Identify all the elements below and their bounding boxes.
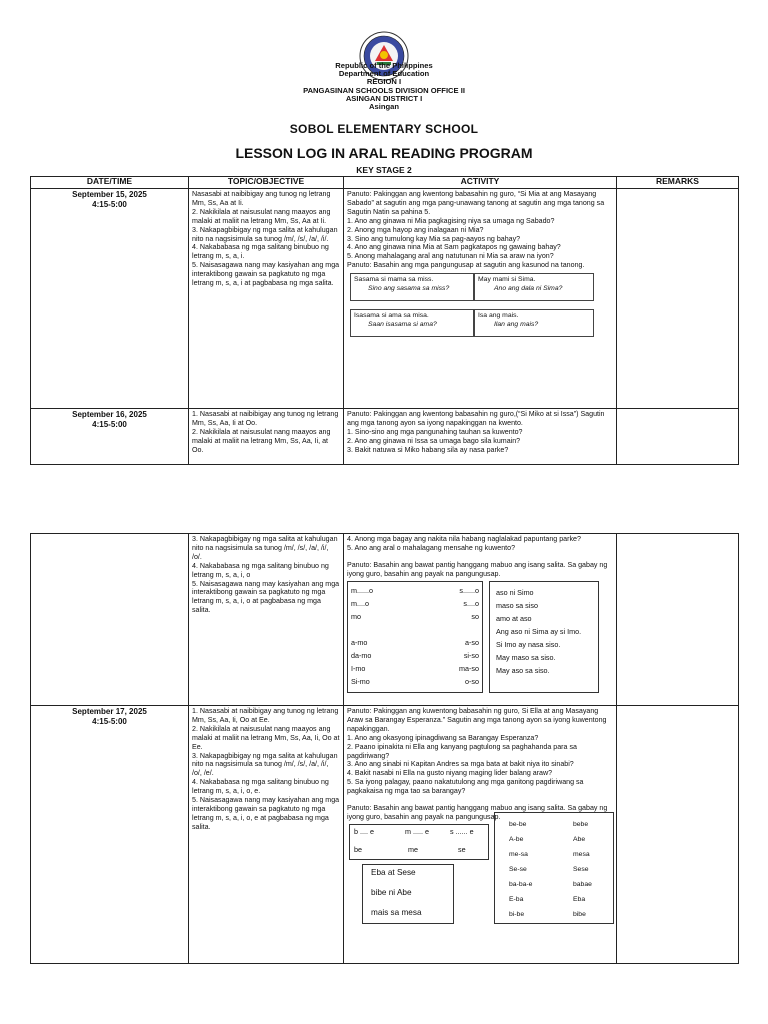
phrase: bibe ni Abe bbox=[371, 887, 412, 897]
syllable-row bbox=[351, 584, 479, 597]
syllable: o-so bbox=[465, 676, 479, 686]
org-line: Department of Education bbox=[338, 69, 430, 79]
blank-word: me bbox=[408, 844, 418, 854]
sentence: maso sa siso bbox=[496, 600, 538, 610]
phrase: mais sa mesa bbox=[371, 907, 422, 917]
phrase: Eba at Sese bbox=[371, 867, 416, 877]
syllable: Se-se bbox=[509, 865, 527, 873]
phrase-box bbox=[362, 864, 454, 924]
syllable-pair-box bbox=[494, 812, 614, 924]
date-cell bbox=[31, 534, 189, 706]
syllable: a-so bbox=[465, 637, 479, 647]
blank-word: se bbox=[458, 844, 466, 854]
objective-cell bbox=[189, 706, 344, 964]
box-question: Sino ang sasama sa miss? bbox=[368, 285, 450, 293]
date-text: September 17, 2025 bbox=[72, 707, 147, 716]
objective-item: 2. Nakikilala at naisusulat nang maayos ang malaki at maliit na letrang Mm, Ss, Aa, Ii, at Oo. bbox=[192, 427, 331, 454]
blank-syllable: b .... e bbox=[354, 826, 374, 836]
sentence: Si Imo ay nasa siso. bbox=[496, 639, 561, 649]
syllable: ba-ba-e bbox=[509, 880, 533, 888]
org-line: ASINGAN DISTRICT I bbox=[345, 93, 423, 103]
sentence-box bbox=[350, 273, 474, 301]
activity-cell bbox=[344, 706, 617, 964]
objective-item: 1. Nasasabi at naibibigay ang tunog ng letrang Mm, Ss, Aa, Ii, Oo at Ee. bbox=[192, 707, 339, 724]
organization-header bbox=[0, 62, 768, 111]
column-header: TOPIC/OBJECTIVE bbox=[189, 177, 344, 189]
syllable-row bbox=[351, 636, 479, 649]
syllable: me-sa bbox=[509, 850, 528, 858]
syllable: E-ba bbox=[509, 895, 524, 903]
table-header-row bbox=[31, 177, 739, 189]
activity-item: 5. Anong mahalagang aral ang natutunan ni Mia sa araw na iyon? bbox=[347, 252, 554, 261]
objective-item: 4. Nakababasa ng mga salitang binubuo ng letrang m, s, a, i. bbox=[192, 243, 329, 261]
syllable-row bbox=[351, 675, 479, 688]
remarks-cell bbox=[617, 534, 739, 706]
activity-item: 5. Sa iyong palagay, paano nakatutulong ang mga ganitong pagdiriwang sa pagkakaisa ng mga tao sa barangay? bbox=[347, 778, 584, 796]
org-line: PANGASINAN SCHOOLS DIVISION OFFICE II bbox=[303, 85, 465, 95]
syllable-exercise bbox=[347, 581, 613, 693]
objective-item: 5. Naisasagawa nang may kasiyahan ang mga interaktibong gawain sa pagkatuto ng mga letrang m, s, a, i, o, e at pagbabasa ng mga salita. bbox=[192, 796, 340, 831]
key-stage: KEY STAGE 2 bbox=[356, 165, 412, 175]
syllable-box bbox=[347, 581, 483, 693]
syllable: mo bbox=[351, 611, 361, 621]
syllable-row bbox=[351, 649, 479, 662]
syllable: be-be bbox=[509, 820, 527, 828]
objective-cell bbox=[189, 534, 344, 706]
column-header: ACTIVITY bbox=[344, 177, 617, 189]
remarks-cell bbox=[617, 189, 739, 409]
sentence-box bbox=[474, 273, 594, 301]
syllable: da-mo bbox=[351, 650, 372, 660]
activity-spacer bbox=[347, 553, 613, 561]
box-question: Ano ang dala ni Sima? bbox=[494, 285, 563, 293]
objective-item: 2. Nakikilala at naisusulat nang maayos ang malaki at maliit na letrang Mm, Ss, Aa, Ii, Oo at Ee. bbox=[192, 724, 340, 751]
org-line: REGION I bbox=[366, 77, 402, 87]
syllable: a-mo bbox=[351, 637, 368, 647]
box-sentence: Isasama si ama sa misa. bbox=[354, 312, 429, 320]
document-title: LESSON LOG IN ARAL READING PROGRAM bbox=[235, 145, 533, 161]
objective-item: Nasasabi at naibibigay ang tunog ng letrang Mm, Ss, Aa at Ii. bbox=[192, 190, 331, 207]
sentence: May maso sa siso. bbox=[496, 652, 556, 662]
activity-item: 4. Anong mga bagay ang nakita nila habang naglalakad papuntang parke? bbox=[347, 535, 581, 543]
activity-item: Panuto: Pakinggan ang kuwentong babasahin ng guro, Si Ella at ang Masayang Araw sa Barangay Esperanza.” Sagutin ang mga tanong ayon sa iyong kuwentong napakinggan. bbox=[347, 707, 607, 733]
time-text: 4:15-5:00 bbox=[92, 717, 127, 726]
sentence: aso ni Simo bbox=[496, 587, 534, 597]
activity-cell bbox=[344, 189, 617, 409]
objective-item: 5. Naisasagawa nang may kasiyahan ang mga interaktibong gawain sa pagkatuto ng mga letrang m, s, a, i, o at pagbabasa ng mga salita. bbox=[192, 579, 340, 615]
word-exercise bbox=[347, 822, 613, 920]
box-sentence: Isa ang mais. bbox=[478, 312, 519, 320]
objective-item: 5. Naisasagawa nang may kasiyahan ang mga interaktibong gawain sa pagkatuto ng mga letrang m, s, a, i at pagbabasa ng mga salita. bbox=[192, 261, 340, 288]
syllable-row bbox=[351, 597, 479, 610]
syllable: so bbox=[471, 611, 479, 621]
objective-item: 1. Nasasabi at naibibigay ang tunog ng letrang Mm, Ss, Aa, Ii at Oo. bbox=[192, 410, 339, 427]
blank-syllable: m ..... e bbox=[405, 826, 429, 836]
sentence-box bbox=[474, 309, 594, 337]
table-row bbox=[31, 706, 739, 964]
activity-item: Panuto: Basahin ang bawat pantig hanggang mabuo ang isang salita. Sa gabay ng iyong guro, basahin ang payak na pangungusap. bbox=[347, 804, 608, 821]
table-row bbox=[31, 534, 739, 706]
school-name: SOBOL ELEMENTARY SCHOOL bbox=[289, 122, 479, 136]
blank-word: be bbox=[354, 844, 362, 854]
sentence: Ang aso ni Sima ay si Imo. bbox=[496, 626, 582, 636]
time-text: 4:15-5:00 bbox=[92, 420, 127, 429]
table-row bbox=[31, 189, 739, 409]
syllable: bi-be bbox=[509, 910, 525, 918]
syllable: m....o bbox=[351, 598, 369, 608]
word: Sese bbox=[573, 865, 589, 873]
activity-item: Panuto: Pakinggan ang kwentong babasahin ng guro,(“Si Miko at si Issa”) Sagutin ang mga tanong ayon sa iyong napakinggan na kwento. bbox=[347, 410, 605, 427]
word: babae bbox=[573, 880, 592, 888]
activity-item: 3. Ano ang sinabi ni Kapitan Andres sa mga bata at bakit niya ito sinabi? bbox=[347, 760, 574, 769]
sentence-box bbox=[350, 309, 474, 337]
syllable: m......o bbox=[351, 585, 373, 595]
syllable: A-be bbox=[509, 835, 524, 843]
objective-item: 3. Nakapagbibigay ng mga salita at kahulugan nito na nagsisimula sa tunog /m/, /s/, /a/, /i/, /o/. bbox=[192, 535, 338, 561]
box-sentence: Sasama si mama sa miss. bbox=[354, 276, 434, 284]
syllable-row bbox=[351, 662, 479, 675]
objective-item: 2. Nakikilala at naisusulat nang maayos ang malaki at maliit na letrang Mm, Ss, Aa at Ii. bbox=[192, 207, 331, 225]
sentence: May aso sa siso. bbox=[496, 665, 550, 675]
remarks-cell bbox=[617, 409, 739, 465]
activity-cell bbox=[344, 534, 617, 706]
org-line: Republic of the Philippines bbox=[335, 61, 433, 70]
activity-item: 2. Anong mga hayop ang inalagaan ni Mia? bbox=[347, 225, 484, 234]
date-text: September 15, 2025 bbox=[72, 190, 147, 199]
sentence: amo at aso bbox=[496, 613, 532, 623]
activity-item: Panuto: Pakinggan ang kwentong babasahin ng guro, “Si Mia at ang Masayang Sabado” at sagutin ang mga pang-unawang tanong at sagutin ang mga tanong sa Sagutin Natin sa pahina 5. bbox=[347, 190, 605, 216]
table-row bbox=[31, 409, 739, 465]
objective-item: 4. Nakababasa ng mga salitang binubuo ng letrang m, s, a, i, o bbox=[192, 561, 329, 579]
word: Eba bbox=[573, 895, 586, 903]
objective-item: 3. Nakapagbibigay ng mga salita at kahulugan nito na nagsisimula sa tunog /m/, /s/, /a/, /i/, /o/, /e/. bbox=[192, 751, 338, 778]
word-column bbox=[573, 817, 592, 922]
syllable: si-so bbox=[463, 650, 479, 660]
lesson-log-table-part-1 bbox=[30, 176, 739, 465]
syllable: ma-so bbox=[459, 663, 479, 673]
syllable: s......o bbox=[459, 585, 479, 595]
syllable: s....o bbox=[463, 598, 479, 608]
activity-item: 2. Paano ipinakita ni Ella ang kanyang pagtulong sa paghahanda para sa pagdiriwang? bbox=[347, 742, 577, 760]
word: bibe bbox=[573, 910, 586, 918]
activity-item: 2. Ano ang ginawa ni Issa sa umaga bago sila kumain? bbox=[347, 436, 521, 445]
activity-item: 5. Ano ang aral o mahalagang mensahe ng kuwento? bbox=[347, 543, 516, 552]
activity-item: Panuto: Basahin ang mga pangungusap at sagutin ang kasunod na tanong. bbox=[347, 261, 585, 270]
activity-item: 1. Ano ang ginawa ni Mia pagkagising niya sa umaga ng Sabado? bbox=[347, 216, 555, 225]
objective-item: 4. Nakababasa ng mga salitang binubuo ng letrang m, s, a, i, o, e. bbox=[192, 778, 329, 796]
syllable-row bbox=[351, 610, 479, 623]
activity-spacer bbox=[347, 796, 613, 804]
time-text: 4:15-5:00 bbox=[92, 200, 127, 209]
syllable-column bbox=[509, 817, 532, 922]
activity-item: 4. Bakit nasabi ni Ella na gusto niyang maging lider balang araw? bbox=[347, 769, 553, 778]
syllable: I-mo bbox=[351, 663, 366, 673]
box-sentence: May mami si Sima. bbox=[478, 276, 536, 284]
box-question: Ilan ang mais? bbox=[494, 321, 539, 329]
date-cell bbox=[31, 189, 189, 409]
column-header: DATE/TIME bbox=[31, 177, 189, 189]
activity-item: 3. Sino ang tumulong kay Mia sa pag-aayos ng bahay? bbox=[347, 234, 521, 243]
org-line: Asingan bbox=[369, 102, 399, 112]
word: mesa bbox=[573, 850, 590, 858]
activity-item: 1. Ano ang okasyong ipinagdiwang sa Barangay Esperanza? bbox=[347, 733, 539, 742]
activity-item: 3. Bakit natuwa si Miko habang sila ay nasa parke? bbox=[347, 445, 509, 454]
activity-cell bbox=[344, 409, 617, 465]
objective-cell bbox=[189, 189, 344, 409]
word: Abe bbox=[573, 835, 586, 843]
lesson-log-table-part-2 bbox=[30, 533, 739, 964]
objective-item: 3. Nakapagbibigay ng mga salita at kahulugan nito na nagsisimula sa tunog /m/, /s/, /a/, /i/. bbox=[192, 225, 338, 243]
date-cell bbox=[31, 706, 189, 964]
syllable: Si-mo bbox=[351, 676, 370, 686]
activity-item: Panuto: Basahin ang bawat pantig hanggang mabuo ang isang salita. Sa gabay ng iyong guro, basahin ang payak na pangungusap. bbox=[347, 560, 608, 578]
date-cell bbox=[31, 409, 189, 465]
box-question: Saan isasama si ama? bbox=[368, 321, 437, 329]
blank-syllable: s ...... e bbox=[450, 826, 474, 836]
sentence-boxes bbox=[347, 273, 613, 335]
syllable-row bbox=[351, 623, 479, 636]
sentence-box bbox=[489, 581, 599, 693]
activity-item: 4. Ano ang ginawa nina Mia at Sam pagkatapos ng gawaing bahay? bbox=[347, 243, 561, 252]
date-text: September 16, 2025 bbox=[72, 410, 147, 419]
activity-item: 1. Sino-sino ang mga pangunahing tauhan sa kuwento? bbox=[347, 427, 523, 436]
remarks-cell bbox=[617, 706, 739, 964]
column-header: REMARKS bbox=[617, 177, 739, 189]
word: bebe bbox=[573, 820, 589, 828]
objective-cell bbox=[189, 409, 344, 465]
blank-syllable-box bbox=[349, 824, 489, 860]
